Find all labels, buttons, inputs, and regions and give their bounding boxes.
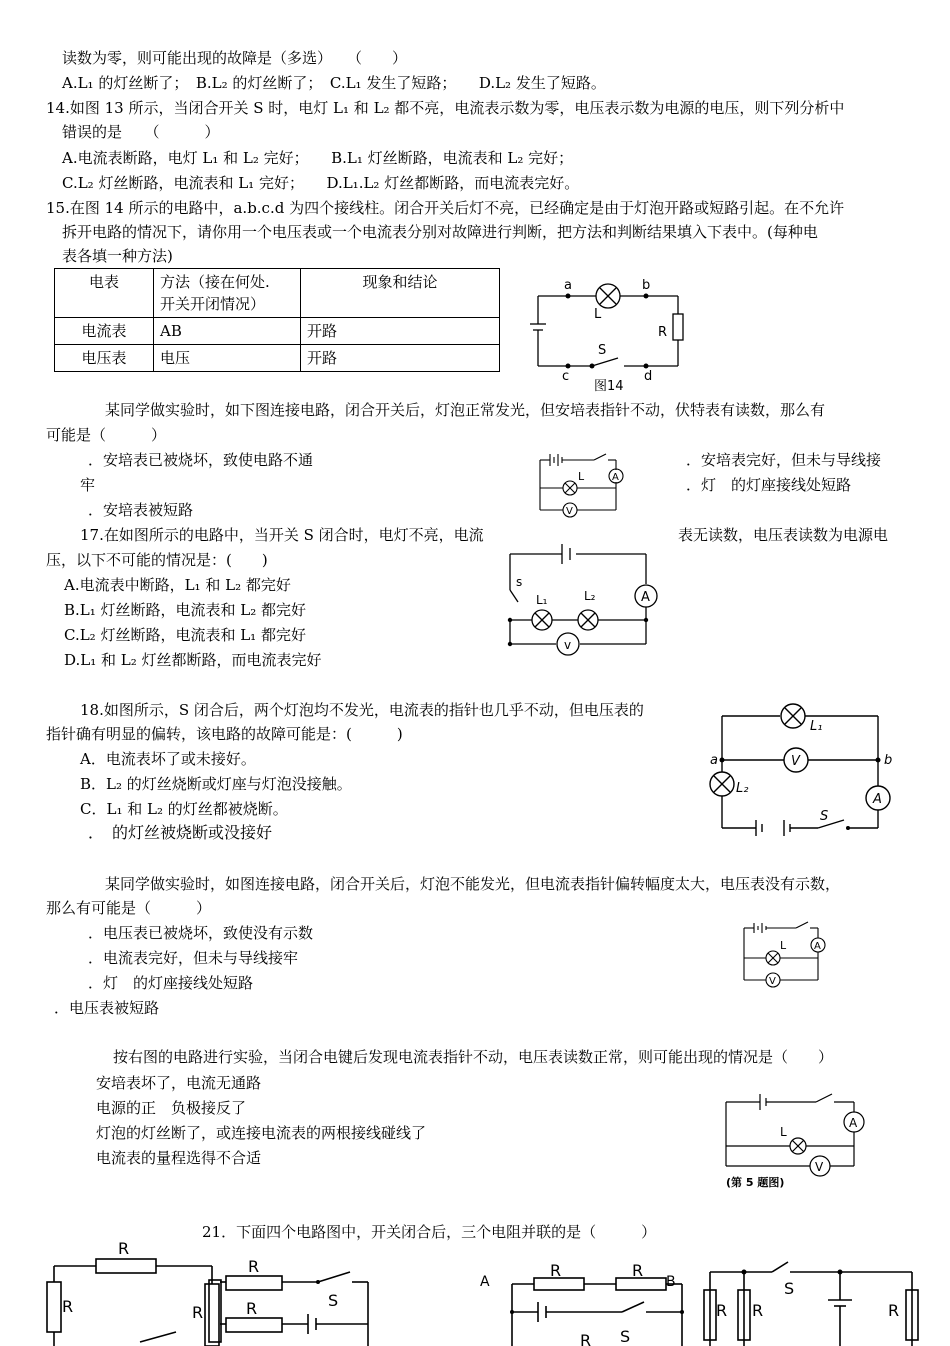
q15-answer-table	[54, 268, 500, 372]
table-header-result: 现象和结论	[301, 269, 500, 318]
q20-stem: 按右图的电路进行实验，当闭合电键后发现电流表指针不动，电压表读数正常，则可能出现的情况是（ ）	[113, 1048, 834, 1066]
table-row	[55, 345, 500, 372]
q21-fig-R-left: R	[62, 1297, 74, 1316]
q20-fig-A: A	[849, 1116, 858, 1130]
q18-option-a: A．电流表坏了或未接好。	[80, 750, 256, 768]
table-cell: 电流表	[55, 318, 154, 345]
table-header-row	[55, 269, 500, 318]
q21-fig-R-c1: R	[550, 1261, 562, 1280]
q19-option-a: ．电压表已被烧坏，致使没有示数	[88, 924, 314, 942]
q19-fig-A: A	[814, 941, 821, 952]
q16-stem-line2: 可能是（ ）	[46, 426, 167, 444]
q20-option-d: 电流表的量程选得不合适	[96, 1149, 262, 1167]
q17-fig-L2: L₂	[584, 589, 596, 603]
q20-fig-L: L	[780, 1125, 787, 1139]
q19-circuit-figure	[740, 918, 840, 992]
fig14-caption: 图14	[594, 379, 624, 394]
q21-fig-R-mid: R	[192, 1303, 204, 1322]
q17-fig-s: s	[516, 575, 523, 589]
q19-fig-L: L	[780, 939, 787, 952]
q18-circuit-figure	[708, 700, 898, 842]
q20-option-c: 灯泡的灯丝断了，或连接电流表的两根接线碰线了	[96, 1124, 427, 1142]
q18-fig-b: b	[884, 753, 893, 768]
q21-fig-B: B	[666, 1274, 676, 1290]
q14-stem-line1: 14.如图 13 所示，当闭合开关 S 时，电灯 L₁ 和 L₂ 都不亮，电流表示数为零，电压表示数为电源的电压，则下列分析中	[46, 99, 845, 117]
table-row	[55, 318, 500, 345]
table-header-meter: 电表	[55, 269, 154, 318]
q18-fig-a: a	[710, 753, 718, 768]
figure-14-circuit	[518, 276, 698, 396]
q18-fig-S: S	[820, 809, 829, 824]
q14-stem-line2: 错误的是 （ ）	[62, 123, 220, 141]
q21-fig-R-top: R	[118, 1239, 130, 1258]
q15-stem-line2: 拆开电路的情况下，请你用一个电压表或一个电流表分别对故障进行判断，把方法和判断结果填入下表中。(每种电	[62, 223, 818, 241]
q18-fig-L2: L₂	[736, 781, 749, 796]
q19-option-b: ．电流表完好，但未与导线接牢	[88, 949, 299, 967]
q21-fig-R-d1: R	[716, 1301, 728, 1320]
q17-option-c: C.L₂ 灯丝断路，电流表和 L₁ 都完好	[64, 626, 306, 644]
table-cell: 电压表	[55, 345, 154, 372]
table-header-method: 方法（接在何处. 开关开闭情况）	[154, 269, 301, 318]
q20-option-b: 电源的正 负极接反了	[96, 1099, 247, 1117]
fig14-label-b: b	[642, 278, 651, 293]
q21-fig-R-d3: R	[888, 1301, 900, 1320]
table-cell: 开路	[301, 345, 500, 372]
fig14-label-S: S	[598, 343, 607, 358]
q16-fig-V: V	[566, 506, 573, 517]
q17-fig-L1: L₁	[536, 593, 548, 607]
q18-fig-V: V	[791, 754, 800, 769]
q16-option-a-cont: 牢	[80, 476, 96, 494]
table-cell: 电压	[154, 345, 301, 372]
fig14-label-a: a	[564, 278, 572, 293]
q20-option-a: 安培表坏了，电流无通路	[96, 1074, 262, 1092]
q21-circuit-figure-cd	[476, 1254, 916, 1346]
q17-stem-line1a: 17.在如图所示的电路中，当开关 S 闭合时，电灯不亮，电流	[80, 526, 484, 544]
q20-fig-V: V	[815, 1160, 824, 1174]
q16-fig-A: A	[612, 472, 619, 483]
q18-stem-line2: 指针确有明显的偏转，该电路的故障可能是：( )	[46, 725, 403, 743]
q19-option-d: ．电压表被短路	[54, 999, 160, 1017]
q16-option-c: ．灯 的灯座接线处短路	[686, 476, 852, 494]
table-cell: 开路	[301, 318, 500, 345]
q21-fig-S-d: S	[784, 1279, 795, 1298]
q16-stem-line1: 某同学做实验时，如下图连接电路，闭合开关后，灯泡正常发光，但安培表指针不动，伏特表有读数，那么有	[105, 401, 826, 419]
q21-fig-R-right1: R	[248, 1257, 260, 1276]
q16-option-a: ．安培表已被烧坏，致使电路不通	[88, 451, 314, 469]
fig14-label-L: L	[594, 307, 602, 322]
q21-fig-S: S	[328, 1291, 339, 1310]
q21-stem: 21．下面四个电路图中，开关闭合后，三个电阻并联的是（ ）	[202, 1223, 657, 1241]
q19-stem-line2: 那么有可能是（ ）	[46, 899, 212, 917]
q19-stem-line1: 某同学做实验时，如图连接电路，闭合开关后，灯泡不能发光，但电流表指针偏转幅度太大，电压表没有示数，	[105, 875, 841, 893]
q16-circuit-figure	[536, 448, 646, 524]
q17-option-b: B.L₁ 灯丝断路，电流表和 L₂ 都完好	[64, 601, 307, 619]
q16-option-b: ．安培表完好，但未与导线接	[686, 451, 882, 469]
q17-fig-A: A	[641, 590, 650, 605]
fig14-label-d: d	[644, 369, 653, 384]
q17-fig-V: v	[564, 638, 572, 652]
q21-fig-R-c3: R	[580, 1331, 592, 1346]
q17-option-a: A.电流表中断路，L₁ 和 L₂ 都完好	[64, 576, 291, 594]
q16-fig-L: L	[578, 470, 585, 483]
q13-options: A.L₁ 的灯丝断了； B.L₂ 的灯丝断了； C.L₁ 发生了短路； D.L₂ 发生了短路。	[62, 74, 606, 92]
fig14-label-R: R	[658, 325, 668, 340]
q21-fig-S-c: S	[620, 1327, 631, 1346]
q14-options-ab: A.电流表断路，电灯 L₁ 和 L₂ 完好； B.L₁ 灯丝断路，电流表和 L₂ 完好；	[62, 149, 574, 167]
q15-stem-line1: 15.在图 14 所示的电路中，a.b.c.d 为四个接线柱。闭合开关后灯不亮，已经确定是由于灯泡开路或短路引起。在不允许	[46, 199, 845, 217]
q21-fig-R-d2: R	[752, 1301, 764, 1320]
fig14-label-c: c	[562, 369, 570, 384]
q18-option-d: ． 的灯丝被烧断或没接好	[88, 823, 273, 842]
q21-fig-A: A	[480, 1274, 490, 1290]
q17-stem-line1b: 表无读数，电压表读数为电源电	[678, 526, 889, 544]
q19-option-c: ．灯 的灯座接线处短路	[88, 974, 254, 992]
q21-fig-R-right2: R	[246, 1299, 258, 1318]
q16-option-d: ．安培表被短路	[88, 501, 194, 519]
q21-fig-R-c2: R	[632, 1261, 644, 1280]
q17-stem-line2: 压，以下不可能的情况是：( )	[46, 551, 268, 569]
q19-fig-V: V	[769, 976, 776, 987]
q18-option-c: C．L₁ 和 L₂ 的灯丝都被烧断。	[80, 800, 288, 818]
q18-stem-line1: 18.如图所示，S 闭合后，两个灯泡均不发光，电流表的指针也几乎不动，但电压表的	[80, 701, 644, 719]
q18-fig-A: A	[873, 792, 882, 807]
q14-options-cd: C.L₂ 灯丝断路，电流表和 L₁ 完好； D.L₁.L₂ 灯丝都断路，而电流表完好。	[62, 174, 580, 192]
q20-circuit-figure	[720, 1090, 870, 1192]
q17-option-d: D.L₁ 和 L₂ 灯丝都断路，而电流表完好	[64, 651, 322, 669]
q13-question-tail: 读数为零，则可能出现的故障是（多选） （ ）	[62, 49, 408, 67]
q17-circuit-figure	[500, 540, 670, 660]
q15-stem-line3: 表各填一种方法)	[62, 247, 173, 265]
q18-fig-L1: L₁	[810, 719, 823, 734]
q18-option-b: B．L₂ 的灯丝烧断或灯座与灯泡没接触。	[80, 775, 352, 793]
table-cell: AB	[154, 318, 301, 345]
q20-fig-caption: (第 5 题图)	[726, 1176, 785, 1189]
q21-circuit-figure-ab	[40, 1236, 380, 1344]
